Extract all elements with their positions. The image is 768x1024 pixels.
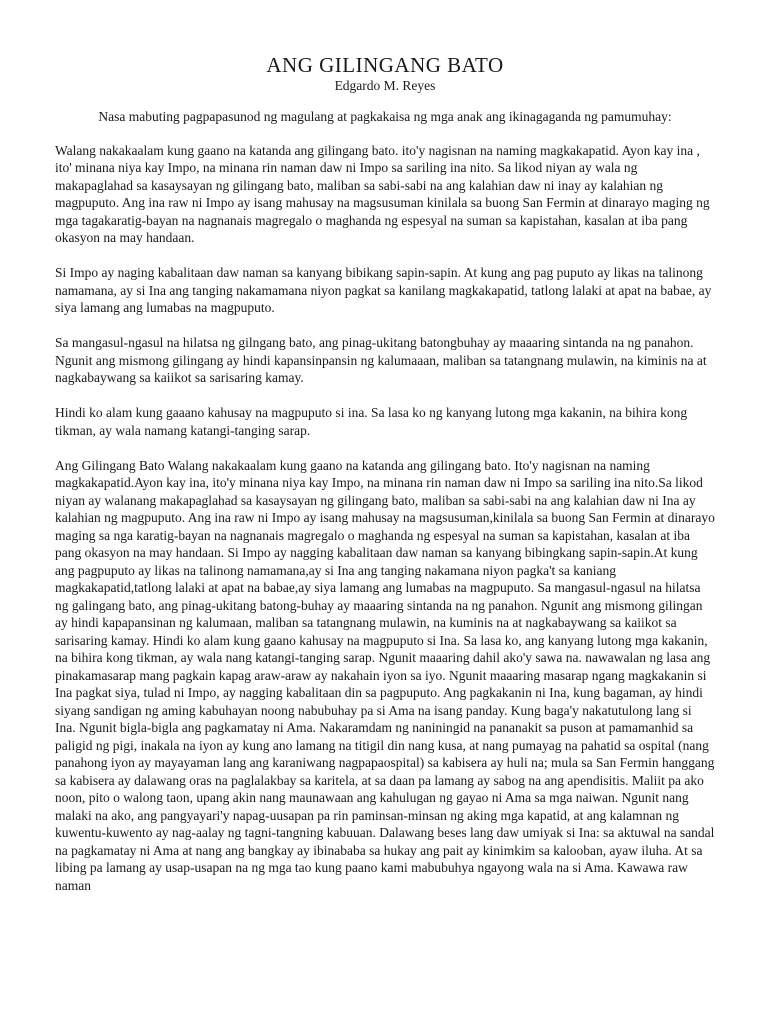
document-page bbox=[55, 52, 715, 894]
paragraph-5: Ang Gilingang Bato Walang nakakaalam kung gaano na katanda ang gilingang bato. Ito'y nagisnan na naming magkakapatid.Ayon kay ina, ito'y minana niya kay Impo, na minana rin naman daw ni Impo sa sariling ina nito.Sa likod niyan ay walanang makapaglahad sa kasaysayan ng gilingang bato, maliban sa sabi-sabi na ang kalahian daw ni Ina ay kalahian ng magpuputo. Ang ina raw ni Impo ay isang mahusay na magsusuman,kinilala sa buong San Fermin at dinarayo maging sa nga karatig-bayan na nagnanais magregalo o maghanda ng espesyal na suman sa kapistahan, kasalan at iba pang okasyon na may handaan. Si Impo ay nagging kabalitaan daw naman sa kanyang bibingkang sapin-sapin.At kung ang pagpuputo ay likas na talinong namamana,ay si Ina ang tanging nakamana niyon pagka't sa kaniang magkakapatid,tatlong lalaki at apat na babae,ay siya lamang ang lumabas na magpuputo. Sa mangasul-ngasul na hilatsa ng galingang bato, ang pinag-ukitang batong-buhay ay maaaring sintanda na ng panahon. Ngunit ang mismong gilingan ay hindi kapapansinan ng kalumaan, maliban sa tatangnang mulawin, na kuminis na at nagkabaywang sa kaiikot sa sarisaring kamay. Hindi ko alam kung gaano kahusay na magpuputo si Ina. Sa lasa ko, ang kanyang lutong mga kakanin, na bihira kong tikman, ay wala nang katangi-tanging sarap. Ngunit maaaring dahil ako'y sawa na. nawawalan ng lasa ang pinakamasarap mang pagkain kapag araw-araw ay nakahain iyon sa iyo. Ngunit maaaring masarap ngang magkakanin si Ina pagkat siya, tulad ni Impo, ay nagging kabalitaan din sa pagpuputo. Ang pagkakanin ni Ina, kung bagaman, ay hindi siyang sandigan ng aming kabuhayan noong nabubuhay pa si Ama na isang panday. Kung baga'y nakatutulong lang si Ina. Ngunit bigla-bigla ang pagkamatay ni Ama. Nakaramdam ng naniningid na pananakit sa puson at pamamanhid sa paligid ng pigi, inakala na iyon ay kung ano lamang na titigil din nang kusa, at nang pumayag na pahatid sa ospital (nang panahong iyon ay mayayaman lang ang karaniwang nagpapaospital) sa kabisera ay huli na; mula sa San Fermin hanggang sa kabisera ay dalawang oras na paglalakbay sa karitela, at sa daan pa lamang ay sabog na ang apendisitis. Maliit pa ako noon, pito o walong taon, upang akin nang maunawaan ang kahulugan ng gayao ni Ama sa mga naiwan. Ngunit nang malaki na ako, ang pangyayari'y napag-uusapan pa rin paminsan-minsan ng aking mga kapatid, at ang kalamnan ng kuwentu-kuwento ay nag-aalay ng tagni-tangning kabuuan. Dalawang beses lang daw umiyak si Ina: sa aktuwal na sandal na pagkamatay ni Ama at nang ang bangkay ay ibinababa sa hukay ang pait ay kinimkim sa kalooban, ayaw iluha. At sa libing pa lamang ay usap-usapan na ng mga tao kung paano kami mabubuhya ngayong wala na si Ama. Kawawa raw naman bbox=[55, 457, 715, 893]
document-author: Edgardo M. Reyes bbox=[334, 78, 436, 93]
paragraph-2: Si Impo ay naging kabalitaan daw naman sa kanyang bibikang sapin-sapin. At kung ang pag puputo ay likas na talinong namamana, ay si Ina ang tanging nakamamana niyon pagkat sa kanilang magkakapatid, tatlong lalaki at apat na babae, ay siya lamang ang lumabas na magpuputo. bbox=[55, 265, 712, 315]
document-title: ANG GILINGANG BATO bbox=[266, 53, 504, 77]
paragraph-4: Hindi ko alam kung gaaano kahusay na magpuputo si ina. Sa lasa ko ng kanyang lutong mga kakanin, na bihira kong tikman, ay wala namang katangi-tanging sarap. bbox=[55, 405, 688, 438]
document-epigraph: Nasa mabuting pagpapasunod ng magulang at pagkakaisa ng mga anak ang ikinagaganda ng pamumuhay: bbox=[98, 109, 672, 124]
paragraph-1: Walang nakakaalam kung gaano na katanda ang gilingang bato. ito'y nagisnan na naming magkakapatid. Ayon kay ina , ito' minana niya kay Impo, na minana rin naman daw ni Impo sa sariling ina nito. Sa likod niyan ay wala ng makapaglahad sa kasaysayan ng gilingang bato, maliban sa sabi-sabi na ang kalahian daw ni inay ay kalahian ng magpuputo. Ang ina raw ni Impo ay isang mahusay na magsusuman kinilala sa buong San Fermin at dinarayo maging ng mga tagakaratig-bayan na nagnanais magregalo o maghanda ng espesyal na suman sa kapistahan, kasalan at iba pang okasyon na may handaan. bbox=[55, 142, 710, 245]
paragraph-3: Sa mangasul-ngasul na hilatsa ng gilngang bato, ang pinag-ukitang batongbuhay ay maaaring sintanda na ng panahon. Ngunit ang mismong gilingang ay hindi kapansinpansin ng kalumaaan, maliban sa tatangnang mulawin, na kiminis na at nagkabaywang sa kaiikot sa sarisaring kamay. bbox=[55, 335, 707, 385]
